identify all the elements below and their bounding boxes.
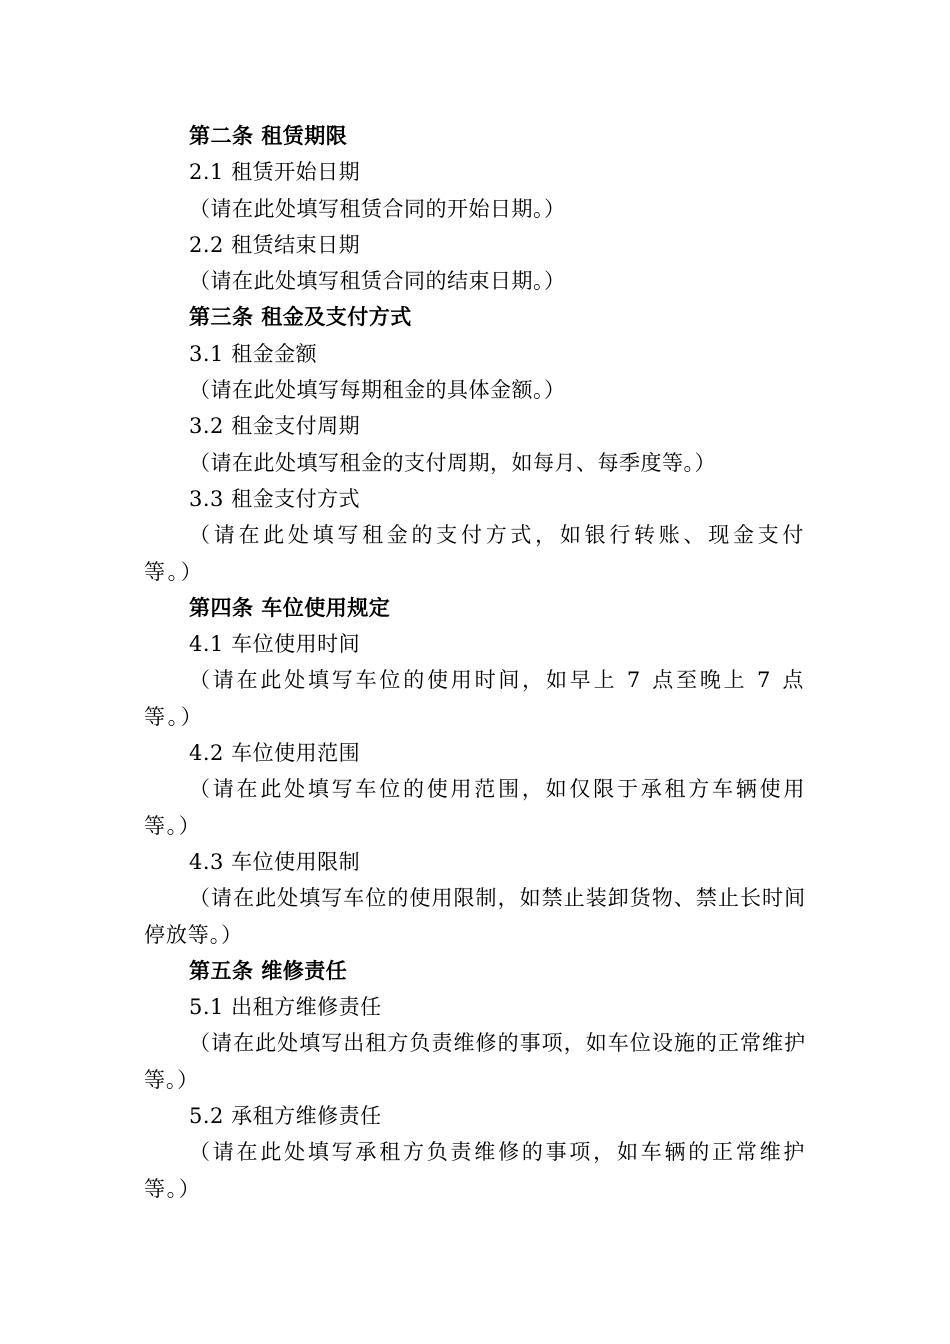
clause-5-1-note: （请在此处填写出租方负责维修的事项，如车位设施的正常维护等。） <box>144 1031 806 1092</box>
clause-2-2-title: 2.2 租赁结束日期 <box>189 232 361 257</box>
article-4-heading: 第四条 车位使用规定 <box>189 595 391 620</box>
clause-3-3-note: （请在此处填写租金的支付方式，如银行转账、现金支付等。） <box>144 523 806 584</box>
clause-4-2-title: 4.2 车位使用范围 <box>189 741 361 766</box>
article-5-heading: 第五条 维修责任 <box>189 958 348 983</box>
clause-4-3-note: （请在此处填写车位的使用限制，如禁止装卸货物、禁止长时间停放等。） <box>144 886 806 947</box>
clause-5-2-note: （请在此处填写承租方负责维修的事项，如车辆的正常维护等。） <box>144 1140 806 1201</box>
clause-2-1-note: （请在此处填写租赁合同的开始日期。） <box>189 196 566 221</box>
clause-3-1-note: （请在此处填写每期租金的具体金额。） <box>189 378 566 403</box>
clause-4-1-note: （请在此处填写车位的使用时间，如早上 7 点至晚上 7 点等。） <box>144 668 806 729</box>
article-3-heading: 第三条 租金及支付方式 <box>189 305 412 330</box>
clause-3-2-title: 3.2 租金支付周期 <box>189 414 361 439</box>
document-body <box>144 118 806 1207</box>
clause-3-2-note: （请在此处填写租金的支付周期，如每月、每季度等。） <box>189 450 716 475</box>
clause-3-1-title: 3.1 租金金额 <box>189 341 318 366</box>
clause-5-1-title: 5.1 出租方维修责任 <box>189 995 382 1020</box>
article-2-heading: 第二条 租赁期限 <box>189 124 348 148</box>
clause-4-2-note: （请在此处填写车位的使用范围，如仅限于承租方车辆使用等。） <box>144 777 806 838</box>
clause-4-1-title: 4.1 车位使用时间 <box>189 632 361 657</box>
clause-4-3-title: 4.3 车位使用限制 <box>189 849 361 874</box>
clause-2-1-title: 2.1 租赁开始日期 <box>189 160 361 185</box>
clause-3-3-title: 3.3 租金支付方式 <box>189 486 361 511</box>
clause-5-2-title: 5.2 承租方维修责任 <box>189 1104 382 1129</box>
clause-2-2-note: （请在此处填写租赁合同的结束日期。） <box>189 269 566 294</box>
